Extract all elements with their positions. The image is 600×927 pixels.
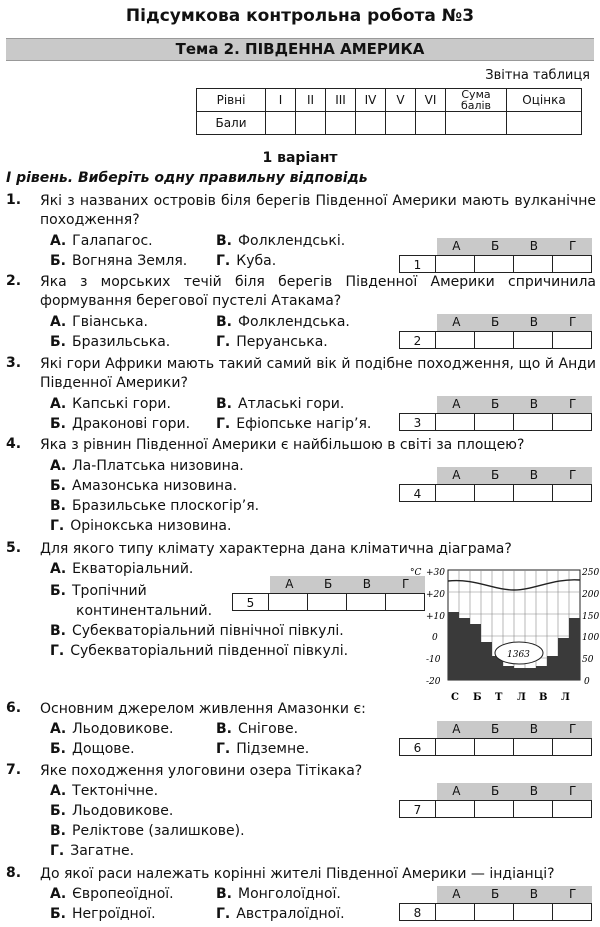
month-label: С (451, 692, 459, 703)
option-v: В. Фолклендська. (216, 314, 350, 330)
option-b: Б. Дощове. (50, 741, 135, 757)
answer-cell[interactable] (436, 800, 475, 818)
precip-bar (558, 638, 569, 680)
answer-cell[interactable] (308, 593, 347, 611)
score-cell[interactable] (446, 112, 507, 135)
score-header: V (386, 89, 416, 112)
month-label: Л (517, 692, 526, 703)
temp-tick: +30 (426, 568, 445, 578)
option-g: Г. Перуанська. (216, 334, 328, 350)
option-a: А. Тектонічне. (50, 783, 159, 799)
answer-cell[interactable] (436, 255, 475, 273)
answer-cell[interactable] (514, 255, 553, 273)
option-v: В. Субекваторіальний північної півкулі. (50, 623, 344, 639)
answer-cell[interactable] (553, 413, 592, 431)
question-number: 3. (6, 355, 22, 371)
question-number: 2. (6, 273, 22, 289)
precip-bar (481, 642, 492, 680)
score-header: Сума балів (446, 89, 507, 112)
score-header: IV (356, 89, 386, 112)
option-b: Б. Льодовикове. (50, 803, 174, 819)
option-a: А. Екваторіальний. (50, 561, 194, 577)
option-g: Г. Австралоїдної. (216, 906, 345, 922)
answer-cell[interactable] (514, 331, 553, 349)
score-table (196, 88, 582, 135)
precip-bar (525, 668, 536, 680)
precip-tick: 0 (584, 677, 590, 687)
score-header: II (296, 89, 326, 112)
score-header: Рівні (197, 89, 266, 112)
answer-cell[interactable] (475, 800, 514, 818)
answer-cell[interactable] (475, 484, 514, 502)
option-g: Г. Ефіопське нагір’я. (216, 416, 372, 432)
answer-cell[interactable] (436, 738, 475, 756)
answer-cell[interactable] (553, 903, 592, 921)
score-cell[interactable] (326, 112, 356, 135)
option-b: Б. Негроїдної. (50, 906, 156, 922)
precip-tick: 200 (582, 590, 600, 600)
score-cell[interactable] (386, 112, 416, 135)
option-v: В. Фолклендські. (216, 233, 346, 249)
precip-bar (503, 666, 514, 680)
question-number: 6. (6, 700, 22, 716)
score-header: III (326, 89, 356, 112)
page-title: Підсумкова контрольна робота №3 (125, 6, 475, 26)
question-number: 1. (6, 192, 22, 208)
option-a: А. Європеоїдної. (50, 886, 174, 902)
score-header: Оцінка (507, 89, 582, 112)
option-a: А. Гвіанська. (50, 314, 149, 330)
score-cell[interactable] (356, 112, 386, 135)
option-v: В. Монголоїдної. (216, 886, 341, 902)
precip-bar (514, 668, 525, 680)
precip-tick: 250 (582, 568, 600, 578)
month-label: В (539, 692, 548, 703)
option-b: Б. Тропічний континентальний. (50, 583, 213, 619)
question-text: Яка з морських течій біля берегів Південної Америки спричинила формування берегової пустелі Атакама? (40, 274, 596, 309)
answer-cell[interactable] (436, 484, 475, 502)
climate-diagram (404, 560, 600, 710)
option-v: В. Снігове. (216, 721, 299, 737)
option-b: Б. Амазонська низовина. (50, 478, 238, 494)
answer-cell[interactable] (514, 484, 553, 502)
answer-cell[interactable] (475, 738, 514, 756)
answer-cell[interactable] (347, 593, 386, 611)
precip-bar (547, 656, 558, 680)
answer-cell[interactable] (553, 331, 592, 349)
option-v: В. Реліктове (залишкове). (50, 823, 245, 839)
temp-tick: +10 (426, 612, 445, 622)
score-header: VI (416, 89, 446, 112)
temp-tick: +20 (426, 590, 445, 600)
option-a: А. Капські гори. (50, 396, 171, 412)
question-number: 7. (6, 762, 22, 778)
topic-title: Тема 2. ПІВДЕННА АМЕРИКА (175, 40, 425, 58)
option-v: В. Бразильське плоскогір’я. (50, 498, 260, 514)
option-b: Б. Вогняна Земля. (50, 253, 188, 269)
answer-cell[interactable] (436, 903, 475, 921)
answer-cell[interactable] (553, 800, 592, 818)
temp-tick: -20 (426, 677, 441, 687)
score-cell[interactable] (296, 112, 326, 135)
temp-tick: 0 (432, 633, 438, 643)
precip-bar (459, 618, 470, 680)
month-label: Т (495, 692, 503, 703)
temp-tick: -10 (426, 655, 441, 665)
answer-cell[interactable] (514, 800, 553, 818)
answer-cell[interactable] (436, 413, 475, 431)
question-text: До якої раси належать корінні жителі Південної Америки — індіанці? (40, 866, 555, 882)
precip-bar (536, 666, 547, 680)
question-text: Яке походження улоговини озера Тітікака? (40, 763, 363, 779)
option-g: Г. Підземне. (216, 741, 310, 757)
score-row-label: Бали (197, 112, 266, 135)
question-number: 4. (6, 436, 22, 452)
option-g: Г. Орінокська низовина. (50, 518, 232, 534)
option-g: Г. Загатне. (50, 843, 135, 859)
month-label: Л (561, 692, 570, 703)
answer-cell[interactable] (514, 738, 553, 756)
score-cell[interactable] (416, 112, 446, 135)
answer-cell[interactable] (475, 903, 514, 921)
temp-unit-label: °C (410, 568, 422, 578)
question-text: Які з названих островів біля берегів Південної Америки мають вулканічне походження? (40, 193, 596, 228)
score-cell[interactable] (507, 112, 582, 135)
answer-cell[interactable] (553, 255, 592, 273)
precip-tick: 50 (582, 655, 594, 665)
precip-bar (470, 624, 481, 680)
question-number: 5. (6, 540, 22, 556)
option-b: Б. Бразильська. (50, 334, 171, 350)
option-b: Б. Драконові гори. (50, 416, 191, 432)
score-header: I (266, 89, 296, 112)
question-text: Для якого типу клімату характерна дана кліматична діаграма? (40, 541, 512, 557)
answer-cell[interactable] (475, 255, 514, 273)
answer-cell[interactable] (269, 593, 308, 611)
option-v: В. Атлаські гори. (216, 396, 345, 412)
precip-bar (569, 618, 580, 680)
answer-cell[interactable] (514, 903, 553, 921)
level-title: І рівень. Виберіть одну правильну відповідь (6, 170, 368, 186)
answer-cell[interactable] (475, 331, 514, 349)
question-number: 8. (6, 865, 22, 881)
answer-cell[interactable] (514, 413, 553, 431)
question-text: Які гори Африки мають такий самий вік й подібне походження, що й Анди Південної Америки? (40, 356, 596, 391)
option-a: А. Галапагос. (50, 233, 153, 249)
option-a: А. Ла-Платська низовина. (50, 458, 244, 474)
option-a: А. Льодовикове. (50, 721, 174, 737)
variant-title: 1 варіант (262, 150, 338, 166)
precip-tick: 150 (582, 612, 600, 622)
option-g: Г. Субекваторіальний південної півкулі. (50, 643, 349, 659)
question-text: Яка з рівнин Південної Америки є найбільшою в світі за площею? (40, 437, 525, 453)
month-label: Б (473, 692, 482, 703)
precip-bar (448, 612, 459, 680)
score-cell[interactable] (266, 112, 296, 135)
question-text: Основним джерелом живлення Амазонки є: (40, 701, 366, 717)
answer-cell[interactable] (475, 413, 514, 431)
report-table-label: Звітна таблиця (485, 68, 590, 83)
answer-cell[interactable] (553, 484, 592, 502)
answer-cell[interactable] (553, 738, 592, 756)
option-g: Г. Куба. (216, 253, 277, 269)
precip-tick: 100 (582, 633, 600, 643)
answer-cell[interactable] (436, 331, 475, 349)
annual-precip-value: 1363 (507, 650, 530, 660)
